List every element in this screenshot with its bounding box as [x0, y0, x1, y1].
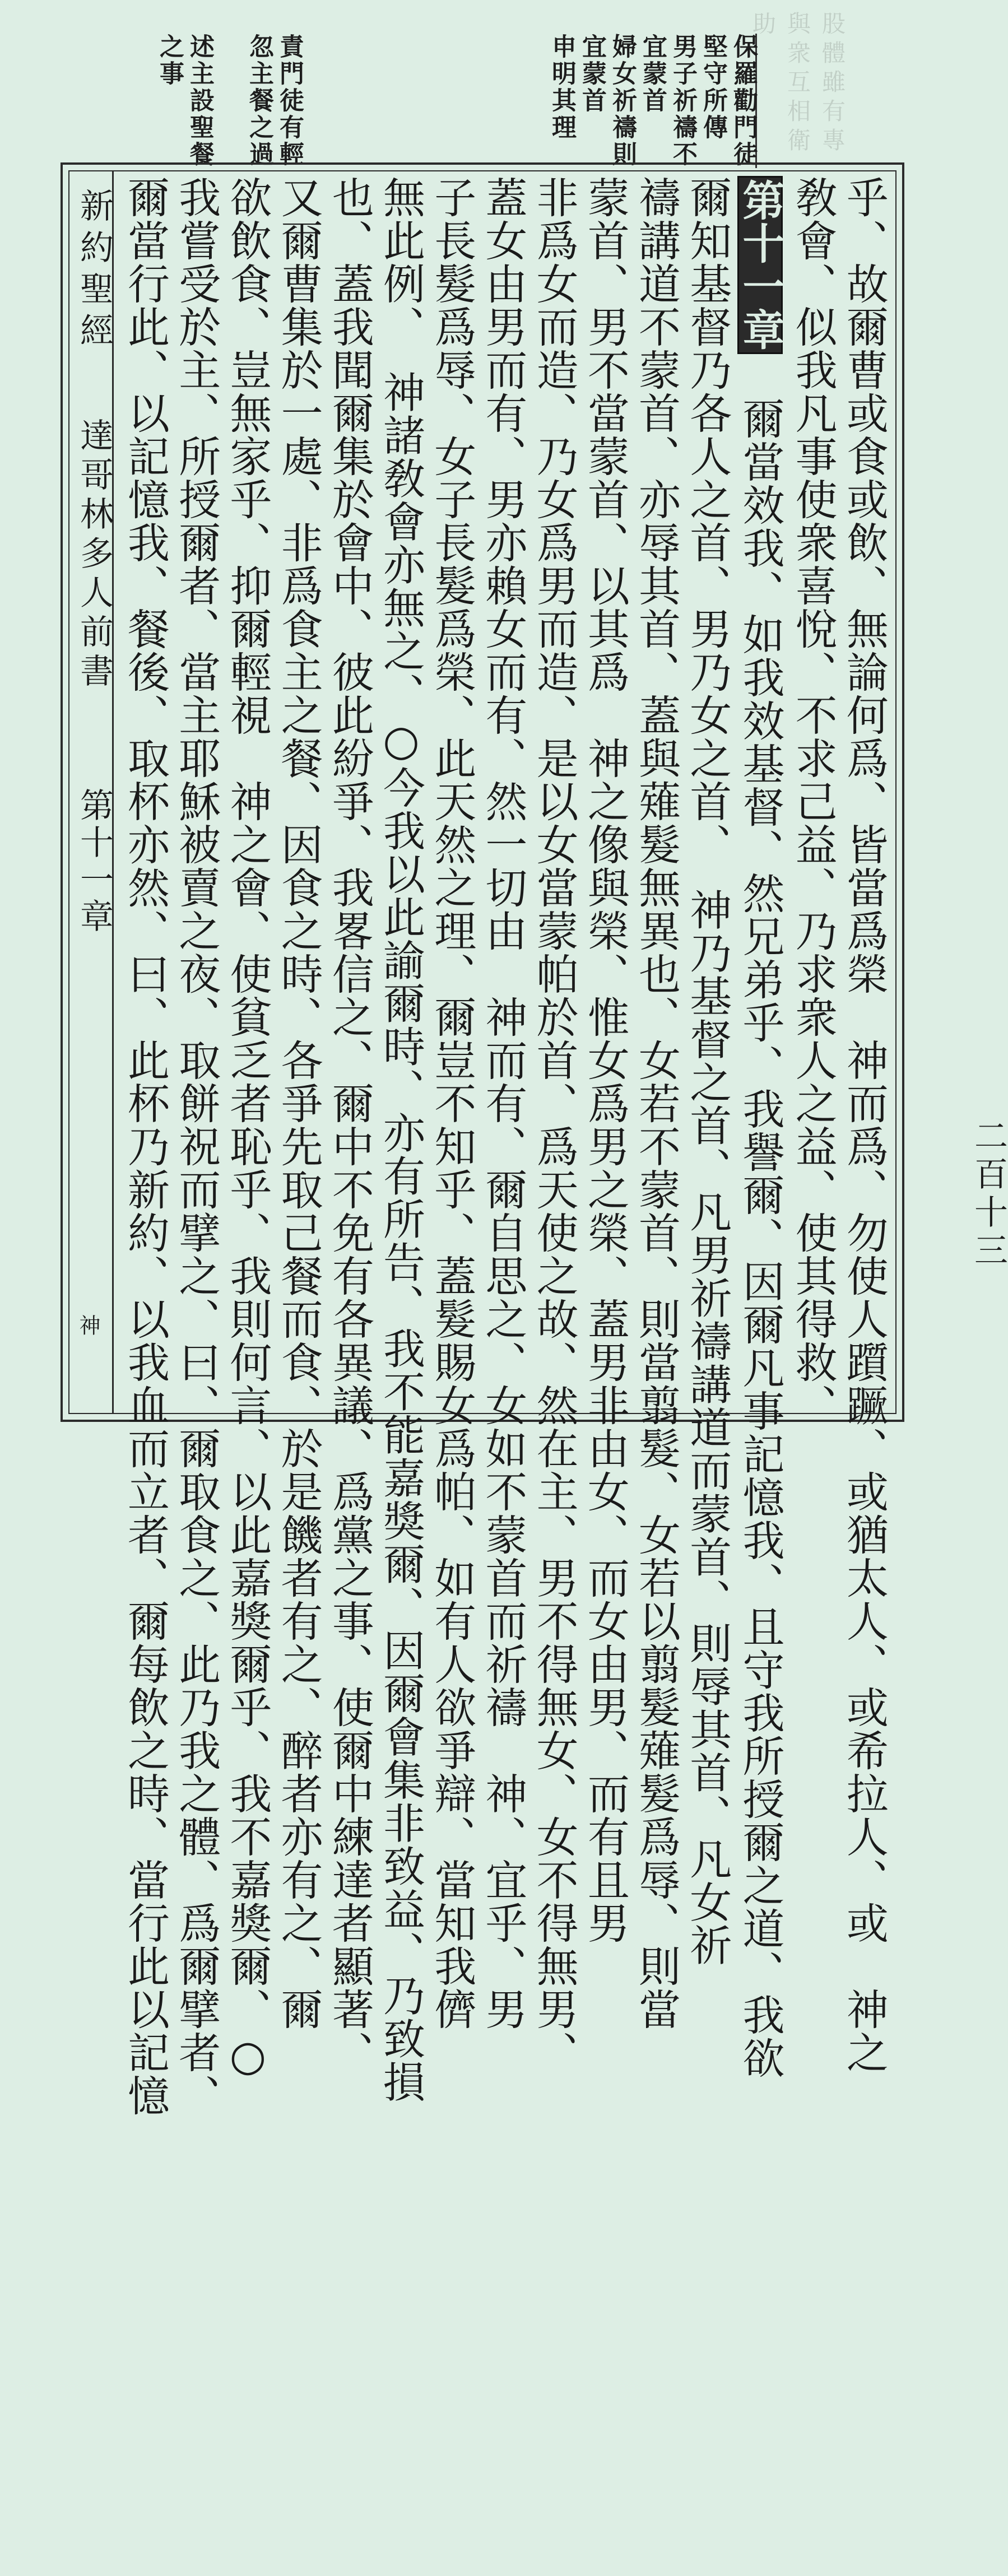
running-head-book: 達哥林多人前書 [75, 418, 114, 692]
text-column: 也、蓋我聞爾集於會中、彼此紛爭、我畧信之、爾中不免有各異議、爲黨之事、使爾中練達者顯著、 [325, 176, 375, 2074]
scripture-text [121, 176, 889, 2117]
ghost-line: 助 [749, 11, 777, 40]
text-column: 爾當行此、以記憶我、餐後、取杯亦然、曰、此杯乃新約、以我血而立者、爾每飲之時、當行此以記憶 [121, 176, 170, 2117]
margin-note-line: 述主設聖餐 [185, 34, 214, 168]
text-column: 爾知基督乃各人之首、男乃女之首、 神乃基督之首、凡男祈禱講道而蒙首、則辱其首、凡女祈 [683, 176, 733, 1967]
margin-note-line: 忽主餐之過 [245, 34, 273, 168]
text-column: 欲飲食、豈無家乎、抑爾輕視 神之會、使貧乏者恥乎、我則何言、以此嘉獎爾乎、我不嘉獎爾、○ [223, 176, 273, 2081]
chapter-heading: 第十一章 [737, 176, 783, 354]
margin-note-line: 保羅勸門徒 [729, 34, 758, 168]
margin-note-line: 宜蒙首 [578, 34, 606, 114]
margin-note-line: 申明其理 [547, 34, 576, 141]
margin-note-line: 男子祈禱不 [668, 34, 697, 168]
text-column: 蓋女由男而有、男亦賴女而有、然一切由 神而有、爾自思之、女如不蒙首而祈禱 神、宜乎、男 [479, 176, 528, 2031]
margin-note-line: 堅守所傳 [699, 34, 727, 141]
margin-note-line: 責門徒有輕 [275, 34, 304, 168]
ghost-line: 與衆互相衛 [784, 11, 811, 157]
text-column: 我嘗受於主、所授爾者、當主耶穌被賣之夜、取餅祝而擘之、曰、爾取食之、此乃我之體、爲爾擘者、 [172, 176, 222, 2117]
running-head-title: 新約聖經 [75, 188, 114, 354]
margin-note-line: 宜蒙首 [638, 34, 667, 114]
text-column: 非爲女而造、乃女爲男而造、是以女當蒙帕於首、爲天使之故、然在主、男不得無女、女不得無男、 [529, 176, 579, 2074]
page-number: 二百十三 [969, 1118, 1008, 1271]
running-head-footer: 神 [76, 1314, 100, 1343]
text-frame [61, 162, 1008, 2117]
margin-notes [157, 34, 762, 168]
margin-note-line: 婦女祈禱則 [608, 34, 637, 168]
text-column: 敎會、似我凡事使衆喜悅、不求己益、乃求衆人之益、使其得救、 [788, 176, 838, 1427]
running-head-chapter: 第十一章 [75, 788, 114, 936]
ghost-line: 股體雖有專 [819, 11, 846, 157]
text-column: 乎、故爾曹或食或飲、無論何爲、皆當爲榮 神而爲、勿使人躓蹶、或猶太人、或希拉人、或 神之 [839, 176, 889, 2074]
bleed-through-text [751, 11, 844, 157]
text-column: 子長髮爲辱、女子長髮爲榮、此天然之理、爾豈不知乎、蓋髮賜女爲帕、如有人欲爭辯、當知我儕 [428, 176, 477, 2031]
text-column: 又爾曹集於一處、非爲食主之餐、因食之時、各爭先取己餐而食、於是饑者有之、醉者亦有之、爾 [274, 176, 324, 2031]
margin-note-rebuke [245, 34, 304, 168]
text-column: 禱講道不蒙首、亦辱其首、蓋與薙髮無異也、女若不蒙首、則當翦髮、女若以翦髮薙髮爲辱、則當 [632, 176, 682, 2031]
text-column: 蒙首、男不當蒙首、以其爲 神之像與榮、惟女爲男之榮、蓋男非由女、而女由男、而有且男 [580, 176, 630, 1945]
text-column: 無此例、 神諸敎會亦無之、○今我以此諭爾時、亦有所告、我不能嘉獎爾、因爾會集非致益、乃致損 [377, 176, 426, 2104]
margin-note-paul-exhorts [549, 34, 757, 168]
margin-note-line: 之事 [155, 34, 184, 87]
margin-note-institution [157, 34, 212, 168]
text-column: 第十一章 爾當效我、如我效基督、然兄弟乎、我譽爾、因爾凡事記憶我、且守我所授爾之道、我欲 [737, 176, 783, 1408]
